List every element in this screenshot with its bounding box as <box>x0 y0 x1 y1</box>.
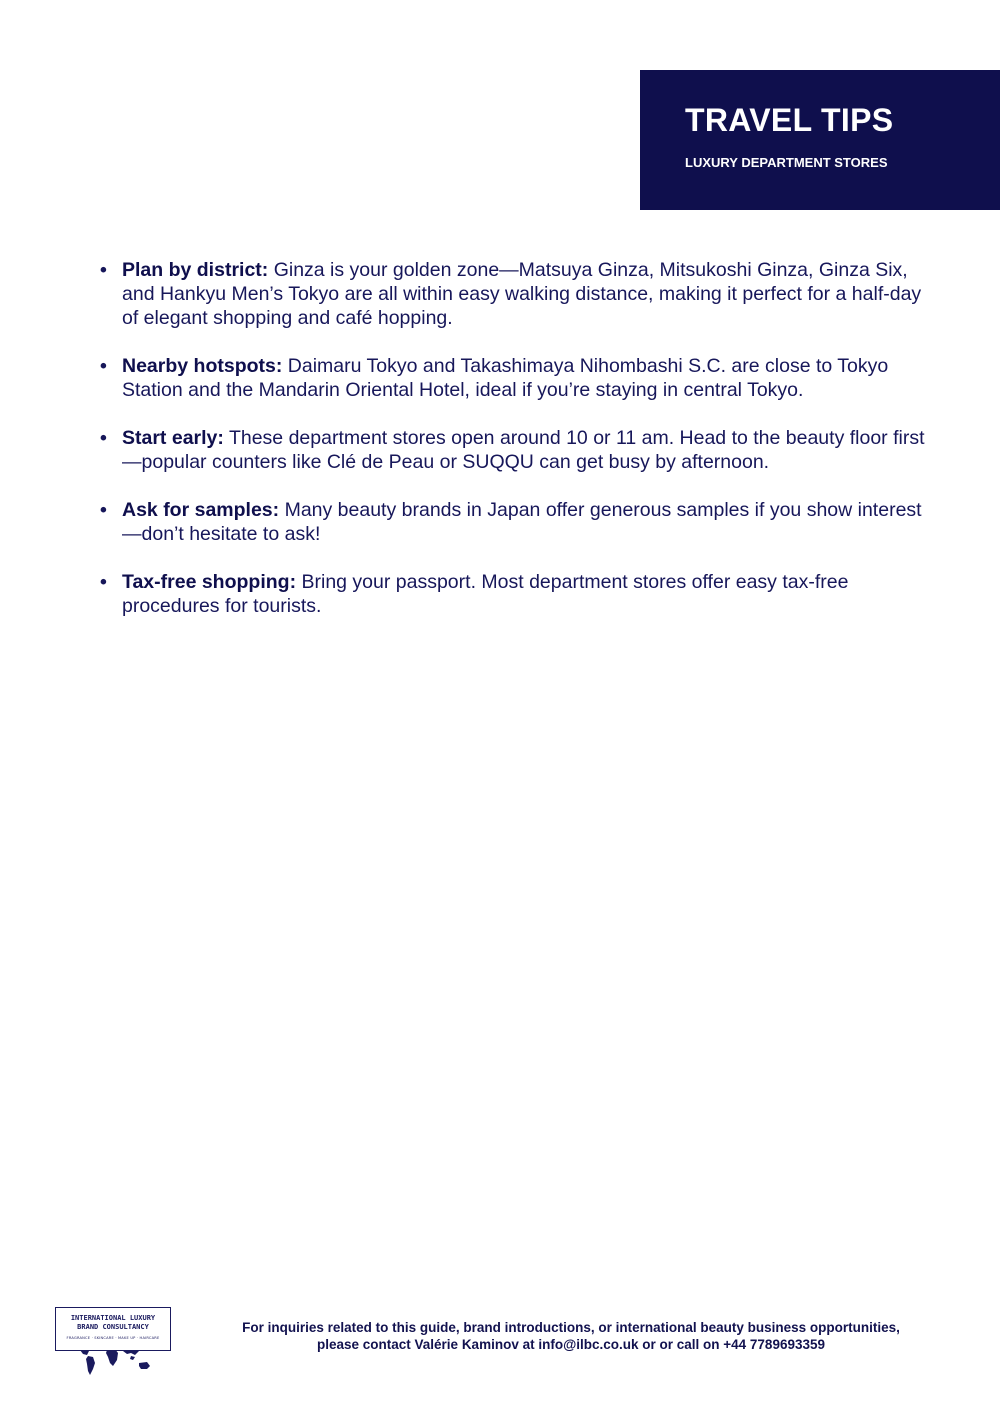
logo-tagline: FRAGRANCE · SKINCARE · MAKE UP · HAIRCARE <box>66 1336 160 1340</box>
list-item <box>98 354 928 402</box>
tip-label: Plan by district: <box>122 259 269 281</box>
list-item <box>98 498 928 546</box>
company-logo <box>55 1307 173 1381</box>
tip-text: These department stores open around 10 or 11 am. Head to the beauty floor first—popular counters like Clé de Peau or SUQQU can get busy by afternoon. <box>122 427 925 473</box>
list-item <box>98 570 928 618</box>
bullet-icon: • <box>100 427 107 449</box>
tip-label: Start early: <box>122 427 224 449</box>
footer-contact <box>180 1319 962 1353</box>
bullet-icon: • <box>100 499 107 521</box>
list-item <box>98 258 928 330</box>
tip-text: Daimaru Tokyo and Takashimaya Nihombashi S.C. are close to Tokyo Station and the Mandarin Oriental Hotel, ideal if you’re staying in central Tokyo. <box>122 355 889 401</box>
bullet-icon: • <box>100 259 107 281</box>
bullet-icon: • <box>100 355 107 377</box>
tip-label: Nearby hotspots: <box>122 355 283 377</box>
header-banner <box>640 70 1000 210</box>
tip-text: Ginza is your golden zone—Matsuya Ginza, Mitsukoshi Ginza, Ginza Six, and Hankyu Men’s Tokyo are all within easy walking distance, making it perfect for a half-day of elegant shopping and café hopping. <box>122 259 922 329</box>
list-item <box>98 426 928 474</box>
page-subtitle: LUXURY DEPARTMENT STORES <box>685 155 888 170</box>
bullet-icon: • <box>100 571 107 593</box>
footer-line: please contact Valérie Kaminov at info@ilbc.co.uk or or call on +44 7789693359 <box>316 1337 825 1352</box>
footer-line: For inquiries related to this guide, brand introductions, or international beauty business opportunities, <box>242 1320 900 1335</box>
tip-label: Ask for samples: <box>122 499 280 521</box>
logo-text-box <box>55 1307 171 1351</box>
tip-label: Tax-free shopping: <box>122 571 297 593</box>
tip-text: Bring your passport. Most department stores offer easy tax-free procedures for tourists. <box>122 571 849 617</box>
logo-text: BRAND CONSULTANCY <box>77 1323 149 1331</box>
tip-text: Many beauty brands in Japan offer generous samples if you show interest—don’t hesitate to ask! <box>122 499 922 545</box>
page-title: TRAVEL TIPS <box>685 102 894 138</box>
logo-text: INTERNATIONAL LUXURY <box>70 1314 156 1322</box>
tips-list <box>98 258 928 642</box>
